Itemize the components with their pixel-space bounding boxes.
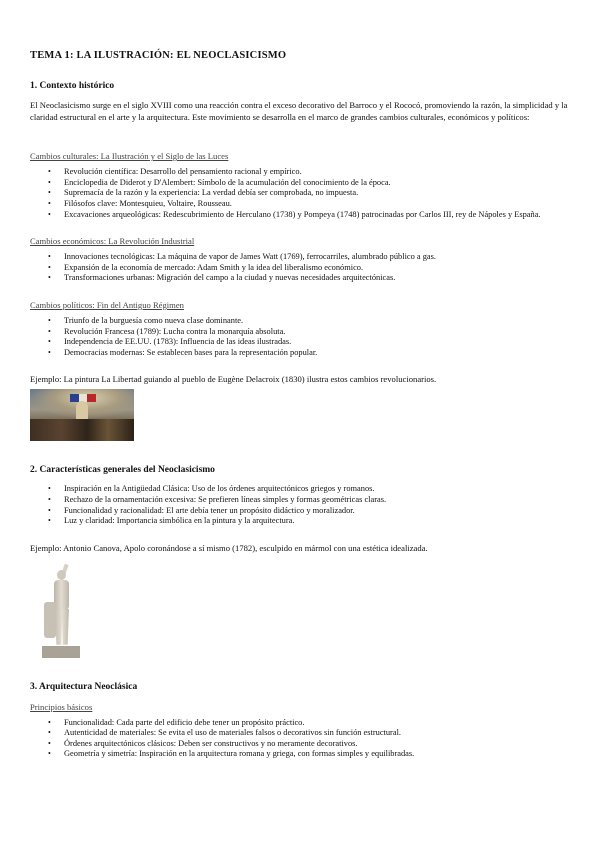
list-item: • Enciclopedia de Diderot y D'Alembert: Símbolo de la acumulación del conocimiento de la época. bbox=[64, 178, 570, 189]
characteristics-list bbox=[30, 484, 570, 526]
document-content bbox=[30, 50, 570, 776]
document-title: TEMA 1: LA ILUSTRACIÓN: EL NEOCLASICISMO bbox=[30, 50, 287, 61]
statue-legs bbox=[55, 609, 69, 645]
flag-red-stripe bbox=[87, 394, 96, 402]
list-item: • Funcionalidad y racionalidad: El arte debía tener un propósito didáctico y moralizador. bbox=[64, 506, 570, 517]
section-1-example: Ejemplo: La pintura La Libertad guiando al pueblo de Eugène Delacroix (1830) ilustra estos cambios revolucionarios. bbox=[30, 374, 437, 385]
statue-base bbox=[42, 646, 80, 658]
list-item: • Transformaciones urbanas: Migración del campo a la ciudad y nuevas necesidades arquitectónicas. bbox=[64, 273, 570, 284]
list-item: • Geometría y simetría: Inspiración en la arquitectura romana y griega, con formas simples y equilibradas. bbox=[64, 749, 570, 760]
list-item: • Filósofos clave: Montesquieu, Voltaire, Rousseau. bbox=[64, 199, 570, 210]
economic-list bbox=[30, 252, 570, 284]
section-1-heading: 1. Contexto histórico bbox=[30, 81, 115, 91]
list-item: • Expansión de la economía de mercado: Adam Smith y la idea del liberalismo económico. bbox=[64, 263, 570, 274]
list-item: • Supremacía de la razón y la experiencia: La verdad debía ser comprobada, no impuesta. bbox=[64, 188, 570, 199]
list-item: • Innovaciones tecnológicas: La máquina de vapor de James Watt (1769), ferrocarriles, alumbrado público a gas. bbox=[64, 252, 570, 263]
painting-crowd bbox=[30, 419, 134, 441]
list-item: • Inspiración en la Antigüedad Clásica: Uso de los órdenes arquitectónicos griegos y romanos. bbox=[64, 484, 570, 495]
apollo-statue-image bbox=[30, 562, 92, 660]
liberty-leading-the-people-image bbox=[30, 389, 134, 441]
statue-head bbox=[57, 570, 66, 580]
list-item: • Luz y claridad: Importancia simbólica en la pintura y la arquitectura. bbox=[64, 516, 570, 527]
section-1-intro: El Neoclasicismo surge en el siglo XVIII como una reacción contra el exceso decorativo del Barroco y el Rococó, promoviendo la razón, la simplicidad y la claridad estructural en el arte y la arquitectura. Este movimiento se desarrolla en el marco de grandes cambios culturales, económicos y políticos: bbox=[30, 100, 568, 122]
statue-torso bbox=[54, 580, 69, 610]
economic-subheading: Cambios económicos: La Revolución Industrial bbox=[30, 236, 195, 247]
section-2-heading: 2. Características generales del Neoclasicismo bbox=[30, 465, 215, 476]
list-item: • Independencia de EE.UU. (1783): Influencia de las ideas ilustradas. bbox=[64, 337, 570, 348]
cultural-list bbox=[30, 167, 570, 220]
political-list bbox=[30, 316, 570, 358]
list-item: • Triunfo de la burguesía como nueva clase dominante. bbox=[64, 316, 570, 327]
list-item: • Excavaciones arqueológicas: Redescubrimiento de Herculano (1738) y Pompeya (1748) patrocinadas por Carlos III, rey de Nápoles y España. bbox=[64, 210, 570, 221]
principles-list bbox=[30, 718, 570, 760]
list-item: • Democracias modernas: Se establecen bases para la representación popular. bbox=[64, 348, 570, 359]
list-item: • Autenticidad de materiales: Se evita el uso de materiales falsos o decorativos sin función estructural. bbox=[64, 728, 570, 739]
section-2-example: Ejemplo: Antonio Canova, Apolo coronándose a sí mismo (1782), esculpido en mármol con una estética idealizada. bbox=[30, 542, 428, 553]
cultural-subheading: Cambios culturales: La Ilustración y el Siglo de las Luces bbox=[30, 151, 229, 162]
section-3-heading: 3. Arquitectura Neoclásica bbox=[30, 681, 138, 692]
list-item: • Revolución Francesa (1789): Lucha contra la monarquía absoluta. bbox=[64, 327, 570, 338]
list-item: • Revolución científica: Desarrollo del pensamiento racional y empírico. bbox=[64, 167, 570, 178]
political-subheading: Cambios políticos: Fin del Antiguo Régimen bbox=[30, 299, 184, 310]
list-item: • Funcionalidad: Cada parte del edificio debe tener un propósito práctico. bbox=[64, 718, 570, 729]
list-item: • Rechazo de la ornamentación excesiva: Se prefieren líneas simples y formas geométricas claras. bbox=[64, 495, 570, 506]
principles-subheading: Principios básicos bbox=[30, 701, 93, 712]
statue-drape bbox=[44, 602, 56, 638]
list-item: • Órdenes arquitectónicos clásicos: Deben ser constructivos y no meramente decorativos. bbox=[64, 739, 570, 750]
